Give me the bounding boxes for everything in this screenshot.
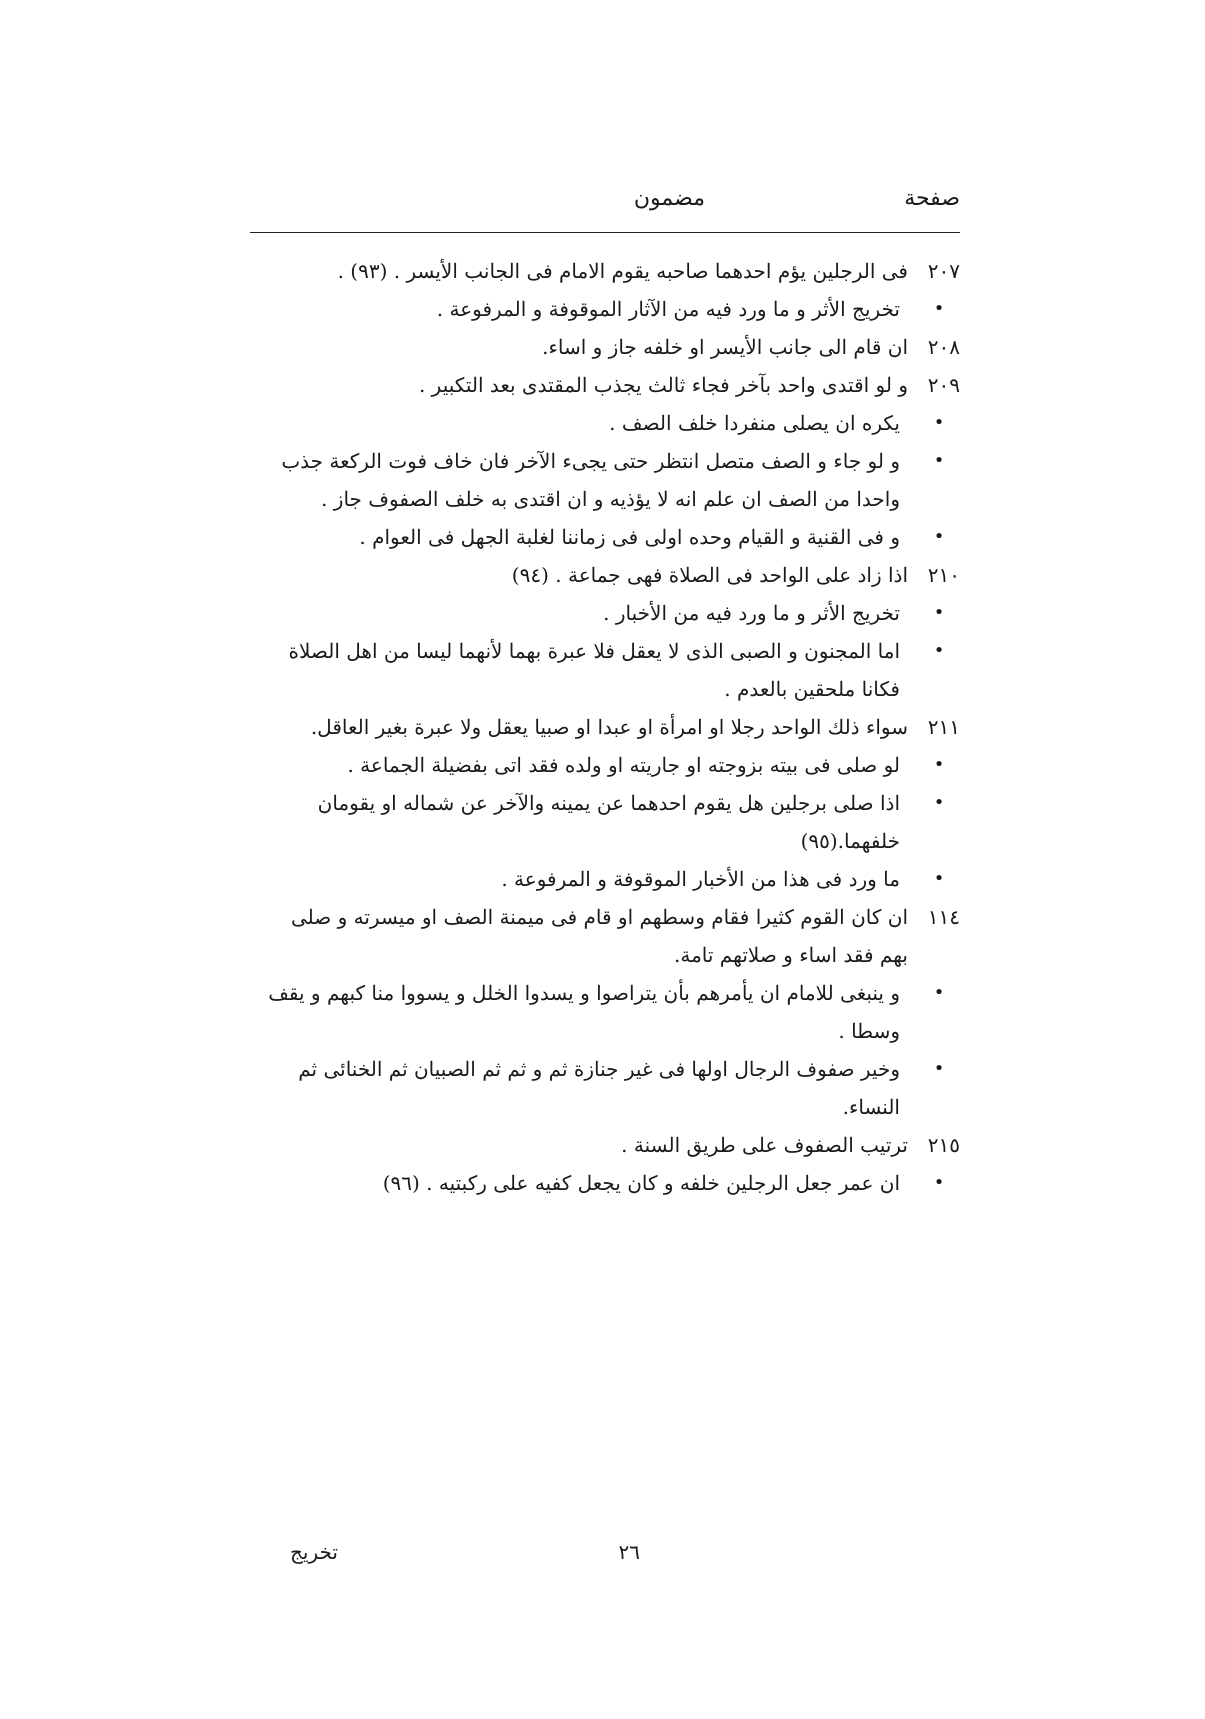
entry-bullet: • — [933, 412, 945, 433]
list-item — [262, 860, 960, 898]
entry-bullet: • — [933, 1058, 945, 1079]
entry-text: ان قام الى جانب الأيسر او خلفه جاز و اساء. — [542, 335, 908, 359]
entry-bullet: • — [933, 754, 945, 775]
catchword: تخريج — [290, 1540, 338, 1564]
list-item — [262, 632, 960, 708]
entry-bullet: • — [933, 982, 945, 1003]
entry-text: ان عمر جعل الرجلين خلفه و كان يجعل كفيه على ركبتيه . (٩٦) — [382, 1171, 900, 1195]
list-item — [262, 898, 960, 974]
entry-number: ٢١٠ — [927, 563, 960, 587]
entry-text: و فى القنية و القيام وحده اولى فى زماننا لغلبة الجهل فى العوام . — [359, 525, 900, 549]
list-item — [262, 1050, 960, 1126]
entry-text: ان كان القوم كثيرا فقام وسطهم او قام فى ميمنة الصف او ميسرته و صلى بهم فقد اساء و صلاتهم تامة. — [290, 905, 908, 967]
entry-text: اذا زاد على الواحد فى الصلاة فهى جماعة . (٩٤) — [511, 563, 908, 587]
page-number: ٢٦ — [618, 1540, 640, 1564]
list-item — [262, 594, 960, 632]
entry-text: اما المجنون و الصبى الذى لا يعقل فلا عبرة بهما لأنهما ليسا من اهل الصلاة فكانا ملحقين بالعدم . — [288, 639, 900, 701]
header-rule — [250, 232, 960, 233]
table-header — [250, 186, 960, 226]
entry-text: تخريج الأثر و ما ورد فيه من الأخبار . — [603, 601, 900, 625]
entry-text: ما ورد فى هذا من الأخبار الموقوفة و المرفوعة . — [501, 867, 900, 891]
entry-bullet: • — [933, 602, 945, 623]
list-item — [262, 442, 960, 518]
entry-text: و لو اقتدى واحد بآخر فجاء ثالث يجذب المقتدى بعد التكبير . — [418, 373, 908, 397]
entry-bullet: • — [933, 640, 945, 661]
entry-text: يكره ان يصلى منفردا خلف الصف . — [609, 411, 900, 435]
entry-number: ٢٠٨ — [927, 335, 960, 359]
page-column-label: صفحة — [904, 186, 960, 211]
list-item — [262, 1126, 960, 1164]
entry-bullet: • — [933, 1172, 945, 1193]
entry-bullet: • — [933, 868, 945, 889]
entry-text: وخير صفوف الرجال اولها فى غير جنازة ثم و ثم ثم الصبيان ثم الخنائى ثم النساء. — [298, 1057, 900, 1119]
list-item — [262, 252, 960, 290]
entry-text: سواء ذلك الواحد رجلا او امرأة او عبدا او صبيا يعقل ولا عبرة بغير العاقل. — [310, 715, 908, 739]
entry-text: اذا صلى برجلين هل يقوم احدهما عن يمينه والآخر عن شماله او يقومان خلفهما.(٩٥) — [317, 791, 900, 853]
entry-number: ١١٤ — [927, 905, 960, 929]
entry-number: ٢٠٩ — [927, 373, 960, 397]
entry-number: ٢١٥ — [927, 1133, 960, 1157]
list-item — [262, 328, 960, 366]
page-footer — [250, 1540, 960, 1580]
list-item — [262, 404, 960, 442]
list-item — [262, 290, 960, 328]
list-item — [262, 784, 960, 860]
entry-text: و ينبغى للامام ان يأمرهم بأن يتراصوا و يسدوا الخلل و يسووا منا كبهم و يقف وسطا . — [268, 981, 900, 1043]
entry-number: ٢٠٧ — [927, 259, 960, 283]
list-item — [262, 974, 960, 1050]
entry-text: و لو جاء و الصف متصل انتظر حتى يجىء الآخر فان خاف فوت الركعة جذب واحدا من الصف ان علم انه لا يؤذيه و ان اقتدى به خلف الصفوف جاز . — [281, 449, 900, 511]
entry-bullet: • — [933, 792, 945, 813]
entry-bullet: • — [933, 526, 945, 547]
entry-number: ٢١١ — [927, 715, 960, 739]
entry-text: فى الرجلين يؤم احدهما صاحبه يقوم الامام فى الجانب الأيسر . (٩٣) . — [337, 259, 908, 283]
list-item — [262, 366, 960, 404]
entry-text: ترتيب الصفوف على طريق السنة . — [621, 1133, 908, 1157]
list-item — [262, 518, 960, 556]
entry-text: لو صلى فى بيته بزوجته او جاريته او ولده فقد اتى بفضيلة الجماعة . — [347, 753, 900, 777]
entry-bullet: • — [933, 298, 945, 319]
list-item — [262, 556, 960, 594]
content-column-label: مضمون — [633, 186, 705, 211]
list-item — [262, 746, 960, 784]
entry-text: تخريج الأثر و ما ورد فيه من الآثار الموقوفة و المرفوعة . — [436, 297, 900, 321]
contents-list — [262, 252, 960, 1202]
list-item — [262, 708, 960, 746]
list-item — [262, 1164, 960, 1202]
entry-bullet: • — [933, 450, 945, 471]
